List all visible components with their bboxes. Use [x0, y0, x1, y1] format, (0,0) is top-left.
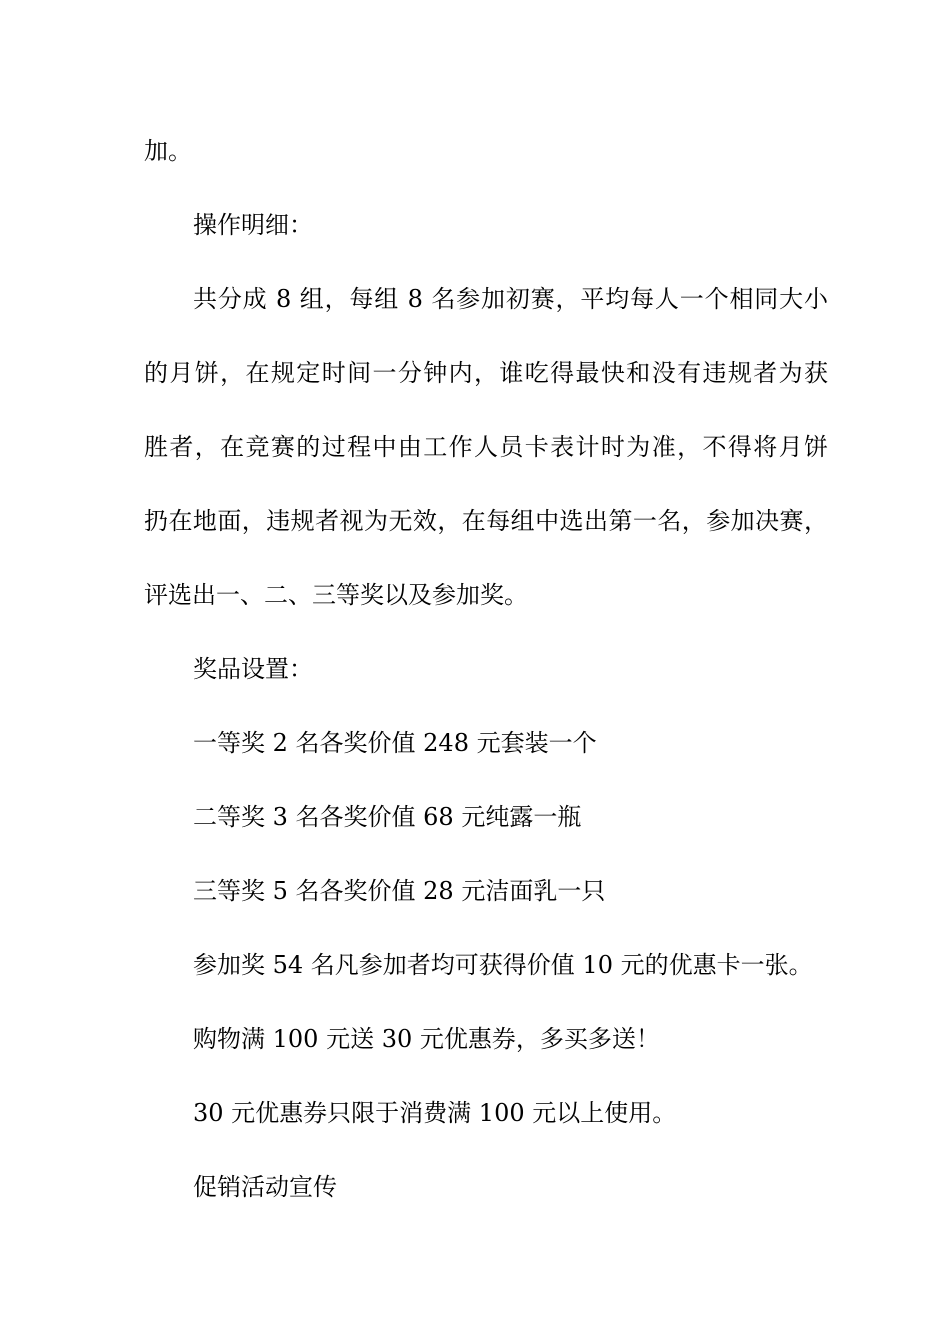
continuation-text: 加。 — [144, 137, 192, 165]
paragraph-line: 的月饼，在规定时间一分钟内，谁吃得最快和没有违规者为获 — [144, 359, 828, 387]
prize-heading: 奖品设置： — [193, 655, 313, 683]
promo-line: 购物满 100 元送 30 元优惠券，多买多送！ — [193, 1025, 660, 1053]
prize-item: 三等奖 5 名各奖价值 28 元洁面乳一只 — [193, 877, 606, 905]
paragraph-line: 扔在地面，违规者视为无效，在每组中选出第一名，参加决赛， — [144, 507, 828, 535]
prize-item: 参加奖 54 名凡参加者均可获得价值 10 元的优惠卡一张。 — [193, 951, 813, 979]
paragraph-line: 评选出一、二、三等奖以及参加奖。 — [144, 581, 528, 609]
paragraph-line: 胜者，在竞赛的过程中由工作人员卡表计时为准，不得将月饼 — [144, 433, 828, 461]
promo-heading: 促销活动宣传 — [193, 1173, 337, 1201]
promo-line: 30 元优惠券只限于消费满 100 元以上使用。 — [193, 1099, 677, 1127]
prize-item: 二等奖 3 名各奖价值 68 元纯露一瓶 — [193, 803, 582, 831]
prize-item: 一等奖 2 名各奖价值 248 元套装一个 — [193, 729, 597, 757]
operation-heading: 操作明细： — [193, 211, 313, 239]
paragraph-line: 共分成 8 组，每组 8 名参加初赛，平均每人一个相同大小 — [193, 285, 828, 313]
